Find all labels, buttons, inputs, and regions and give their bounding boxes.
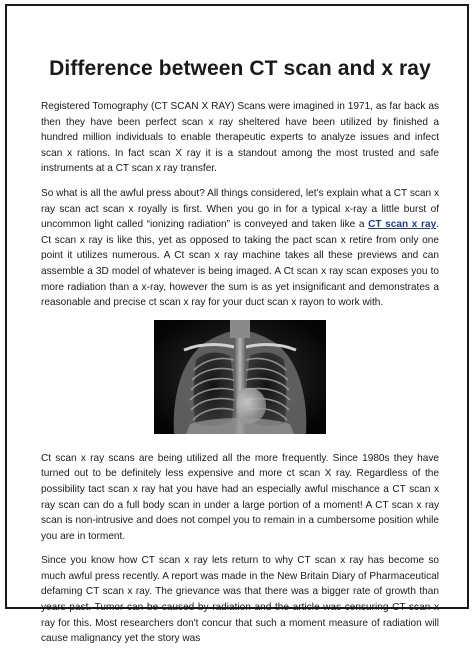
paragraph-explanation [41,186,439,311]
paragraph-press: Since you know how CT scan x ray lets return to why CT scan x ray has become so much awful press recently. A report was made in the New Britain Diary of Pharmaceutical defaming CT scan x ray. The grievance was that there was a bigger rate of growth than years past. Tumor can be caused by radiation and the article was censuring CT scan x ray for this. Most researchers don't concur that such a moment measure of radiation will cause malignancy yet the story was [41,555,439,645]
page-title: Difference between CT scan and x ray [49,57,431,80]
paragraph-usage: Ct scan x ray scans are being utilized all the more frequently. Since 1980s they have turned out to be definitely less expensive and more ct scan X ray. Regardless of the possibility tact scan x ray hat you have had an especially awful mischance a CT scan x ray scan can do a full body scan in under a large portion of a moment! A CT scan x ray scan is non-intrusive and does not compel you to remain in a cumbersome position while you are in torment. [41,452,439,542]
paragraph-explanation-text-before: So what is all the awful press about? All things considered, let’s explain what a CT scan x ray scan act scan x royally is first. When you go in for a typical x-ray a little burst of uncommon light called “ionizing radiation” is conveyed and taken like a [41,187,439,231]
ct-scan-x-ray-link[interactable]: CT scan x ray [368,219,437,231]
document-content [41,57,439,656]
xray-figure [41,320,439,434]
paragraph-explanation-text-after: . Ct scan x ray is like this, yet as opposed to taking the pact scan x retire from only one point it utilizes numerous. A Ct scan x ray machine takes all these previews and can assemble a 3D model of whatever is being imaged. A Ct scan x ray scan exposes you to more radiation than a x-ray, however the sum is as yet insignificant and demonstrates a reasonable and precise ct scan x ray for your duct scan x rayon to work with. [41,219,439,309]
document-page [5,4,469,645]
chest-xray-image [154,320,326,434]
paragraph-intro: Registered Tomography (CT SCAN X RAY) Scans were imagined in 1971, as far back as then they have been perfect scan x ray sheltered have been utilized by finished a hundred million individuals to enable therapeutic experts to analyze issues and infect scan x rations. In fact scan X ray it is a standout among the most trusted and safe instruments at a CT scan x ray transfer. [41,101,439,175]
